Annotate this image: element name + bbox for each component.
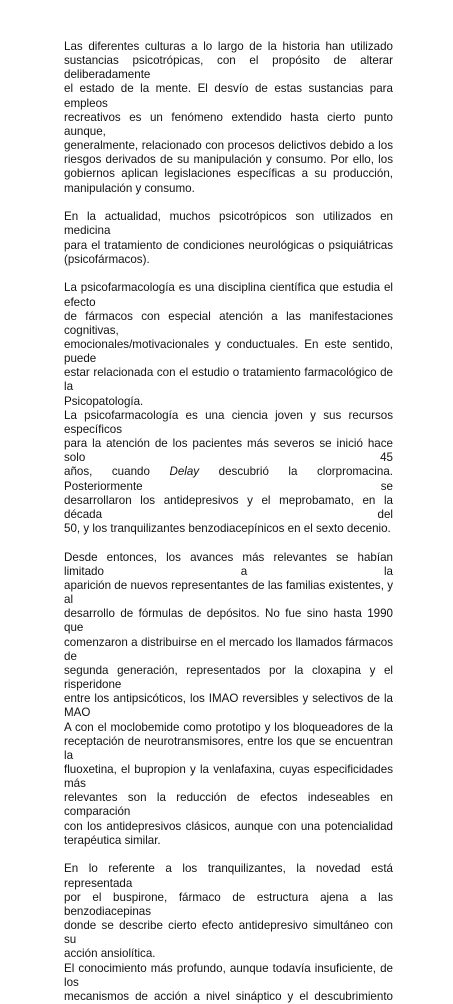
text-line: gobiernos aplican legislaciones específicas a su producción, (64, 167, 393, 181)
text-line: El conocimiento más profundo, aunque todavía insuficiente, de los (64, 961, 393, 989)
text-line: generalmente, relacionado con procesos delictivos debido a los (64, 139, 393, 153)
text-line: estar relacionada con el estudio o tratamiento farmacológico de la (64, 366, 393, 394)
text-line: receptación de neurotransmisores, entre los que se encuentran la (64, 734, 393, 762)
text-line: Las diferentes culturas a lo largo de la historia han utilizado (64, 40, 393, 53)
text-line: riesgos derivados de su manipulación y consumo. Por ello, los (64, 153, 393, 167)
text-line: sustancias psicotrópicas, con el propósito de alterar deliberadamente (64, 54, 393, 82)
text-line: fluoxetina, el bupropion y la venlafaxina, cuyas especificidades más (64, 763, 393, 791)
text-line: para el tratamiento de condiciones neurológicas o psiquiátricas (64, 238, 393, 252)
text-line: recreativos es un fenómeno extendido hasta cierto punto aunque, (64, 110, 393, 138)
text-line: (psicofármacos). (64, 252, 150, 266)
text-line: comenzaron a distribuirse en el mercado los llamados fármacos de (64, 635, 393, 663)
paragraph-4 (64, 409, 393, 536)
text-line: emocionales/motivacionales y conductuales. En este sentido, puede (64, 337, 393, 366)
paragraph-3 (64, 281, 393, 408)
text-line: En la actualidad, muchos psicotrópicos son utilizados en medicina (64, 210, 393, 238)
text-line: A con el moclobemide como prototipo y los bloqueadores de la (64, 720, 393, 734)
paragraph-7 (64, 962, 393, 1004)
text-line: aparición de nuevos representantes de las familias existentes, y al (64, 578, 393, 607)
text-line: Psicopatología. (64, 394, 144, 408)
text-line: el estado de la mente. El desvío de estas sustancias para empleos (64, 82, 393, 110)
text-line: La psicofarmacología es una disciplina científica que estudia el efecto (64, 281, 393, 309)
text-line (64, 465, 393, 493)
text-line: 50, y los tranquilizantes benzodiacepínicos en el sexto decenio. (64, 522, 391, 535)
author-name: Delay (169, 465, 200, 479)
text-line: por el buspirone, fármaco de estructura ajena a las benzodiacepinas (64, 890, 393, 918)
text-line: manipulación y consumo. (64, 181, 195, 195)
text-line: desarrollo de fórmulas de depósitos. No fue sino hasta 1990 que (64, 607, 393, 635)
text-line: relevantes son la reducción de efectos indeseables en comparación (64, 791, 393, 819)
text-line: de fármacos con especial atención a las manifestaciones cognitivas, (64, 309, 393, 337)
text-line: mecanismos de acción a nivel sináptico y el descubrimiento (64, 989, 393, 1003)
paragraph-5 (64, 551, 393, 848)
text-line: con los antidepresivos clásicos, aunque con una potencialidad (64, 819, 393, 833)
text-line: La psicofarmacología es una ciencia joven y sus recursos específicos (64, 408, 393, 436)
paragraph-6 (64, 862, 393, 961)
text-line: En lo referente a los tranquilizantes, la novedad está representada (64, 862, 393, 890)
paragraph-2 (64, 210, 393, 267)
text-line: acción ansiolítica. (64, 947, 156, 961)
text-line: desarrollaron los antidepresivos y el meprobamato, en la década del (64, 493, 393, 521)
text-line: terapéutica similar. (64, 833, 161, 847)
text-line: donde se describe cierto efecto antidepresivo simultáneo con su (64, 919, 393, 947)
paragraph-1 (64, 40, 393, 196)
text-line: para la atención de los pacientes más severos se inició hace solo 45 (64, 437, 393, 465)
text-run: años, cuando (64, 465, 170, 479)
text-line: entre los antipsicóticos, los IMAO reversibles y selectivos de la MAO (64, 692, 393, 720)
text-line: Desde entonces, los avances más relevantes se habían limitado a la (64, 550, 393, 578)
text-run: descubrió la clorpromacina. Posteriormente se (64, 465, 393, 493)
text-line: segunda generación, representados por la cloxapina y el risperidone (64, 663, 393, 692)
